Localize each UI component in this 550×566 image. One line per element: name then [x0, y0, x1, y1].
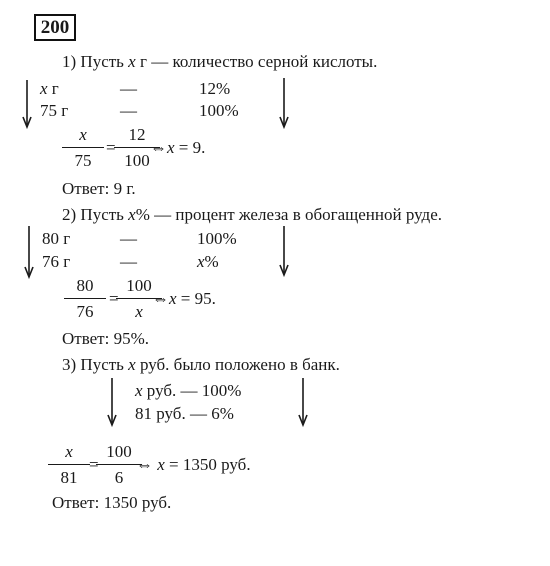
part3-answer: Ответ: 1350 руб.: [52, 493, 172, 512]
part2-result: ⇔x = 95.: [152, 289, 216, 308]
down-arrow-icon: [279, 226, 289, 276]
part2-row2-left: 76 г: [42, 252, 71, 271]
down-arrow-icon: [107, 378, 117, 426]
problem-number-badge: 200: [34, 14, 76, 41]
part1-row1-left: x г: [40, 79, 59, 98]
part1-result: ⇔x = 9.: [150, 138, 206, 157]
part2-fraction-right: 100 x: [114, 277, 164, 323]
part2-row2-right: x%: [197, 252, 219, 271]
part2-row1-left: 80 г: [42, 229, 71, 248]
part1-fraction-left: x 75: [60, 126, 106, 172]
down-arrow-icon: [279, 78, 289, 128]
part3-result: ⇔ x = 1350 руб.: [136, 455, 251, 474]
part3-eq-sign: =: [89, 455, 99, 474]
part2-answer: Ответ: 95%.: [62, 329, 149, 348]
part1-answer: Ответ: 9 г.: [62, 179, 136, 198]
part3-row1: x руб. — 100%: [135, 381, 242, 400]
part1-row2-right: 100%: [199, 101, 239, 120]
part3-fraction-right: 100 6: [94, 443, 144, 489]
part1-row1-dash: —: [120, 79, 137, 98]
part1-eq-sign: =: [106, 138, 116, 157]
part1-row2-left: 75 г: [40, 101, 69, 120]
part2-row1-dash: —: [120, 229, 137, 248]
down-arrow-icon: [24, 226, 34, 278]
part2-intro: 2) Пусть x% — процент железа в обогащенной руде.: [62, 205, 442, 224]
part1-intro: 1) Пусть x г — количество серной кислоты.: [62, 52, 378, 71]
part2-eq-sign: =: [109, 289, 119, 308]
part3-intro: 3) Пусть x руб. было положено в банк.: [62, 355, 340, 374]
part1-row2-dash: —: [120, 101, 137, 120]
part2-fraction-left: 80 76: [62, 277, 108, 323]
part3-row2: 81 руб. — 6%: [135, 404, 234, 423]
part2-row2-dash: —: [120, 252, 137, 271]
part2-row1-right: 100%: [197, 229, 237, 248]
part1-row1-right: 12%: [199, 79, 231, 98]
down-arrow-icon: [22, 80, 32, 128]
part1-fraction-right: 12 100: [112, 126, 162, 172]
part3-fraction-left: x 81: [46, 443, 92, 489]
down-arrow-icon: [298, 378, 308, 426]
